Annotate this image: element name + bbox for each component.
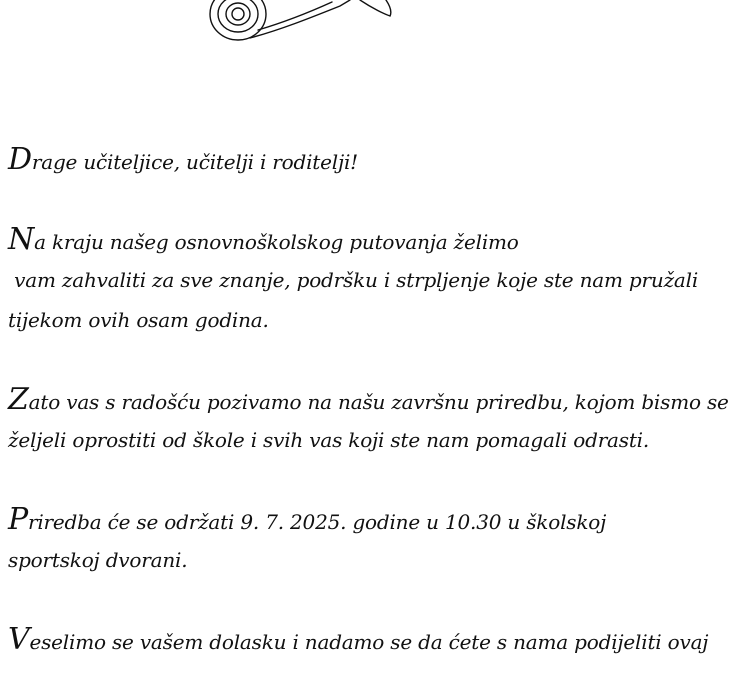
paragraph-3-line-1: Priredba će se održati 9. 7. 2025. godine u 10.30 u školskoj xyxy=(8,502,607,537)
greeting: Drage učiteljice, učitelji i roditelji! xyxy=(8,142,358,177)
paragraph-1-line-3: tijekom ovih osam godina. xyxy=(8,308,269,332)
scroll-icon xyxy=(200,0,400,46)
paragraph-3-line-2: sportskoj dvorani. xyxy=(8,548,188,572)
paragraph-1-line-1: Na kraju našeg osnovnoškolskog putovanja želimo xyxy=(8,222,519,257)
paragraph-2-line-1: Zato vas s radošću pozivamo na našu završnu priredbu, kojom bismo se xyxy=(8,382,729,417)
invitation-letter xyxy=(8,140,729,660)
paragraph-2-line-2: željeli oprostiti od škole i svih vas koji ste nam pomagali odrasti. xyxy=(8,428,650,452)
paragraph-4-line-1: Veselimo se vašem dolasku i nadamo se da ćete s nama podijeliti ovaj xyxy=(8,622,709,657)
paragraph-1-line-2: vam zahvaliti za sve znanje, podršku i strpljenje koje ste nam pružali xyxy=(8,268,699,292)
